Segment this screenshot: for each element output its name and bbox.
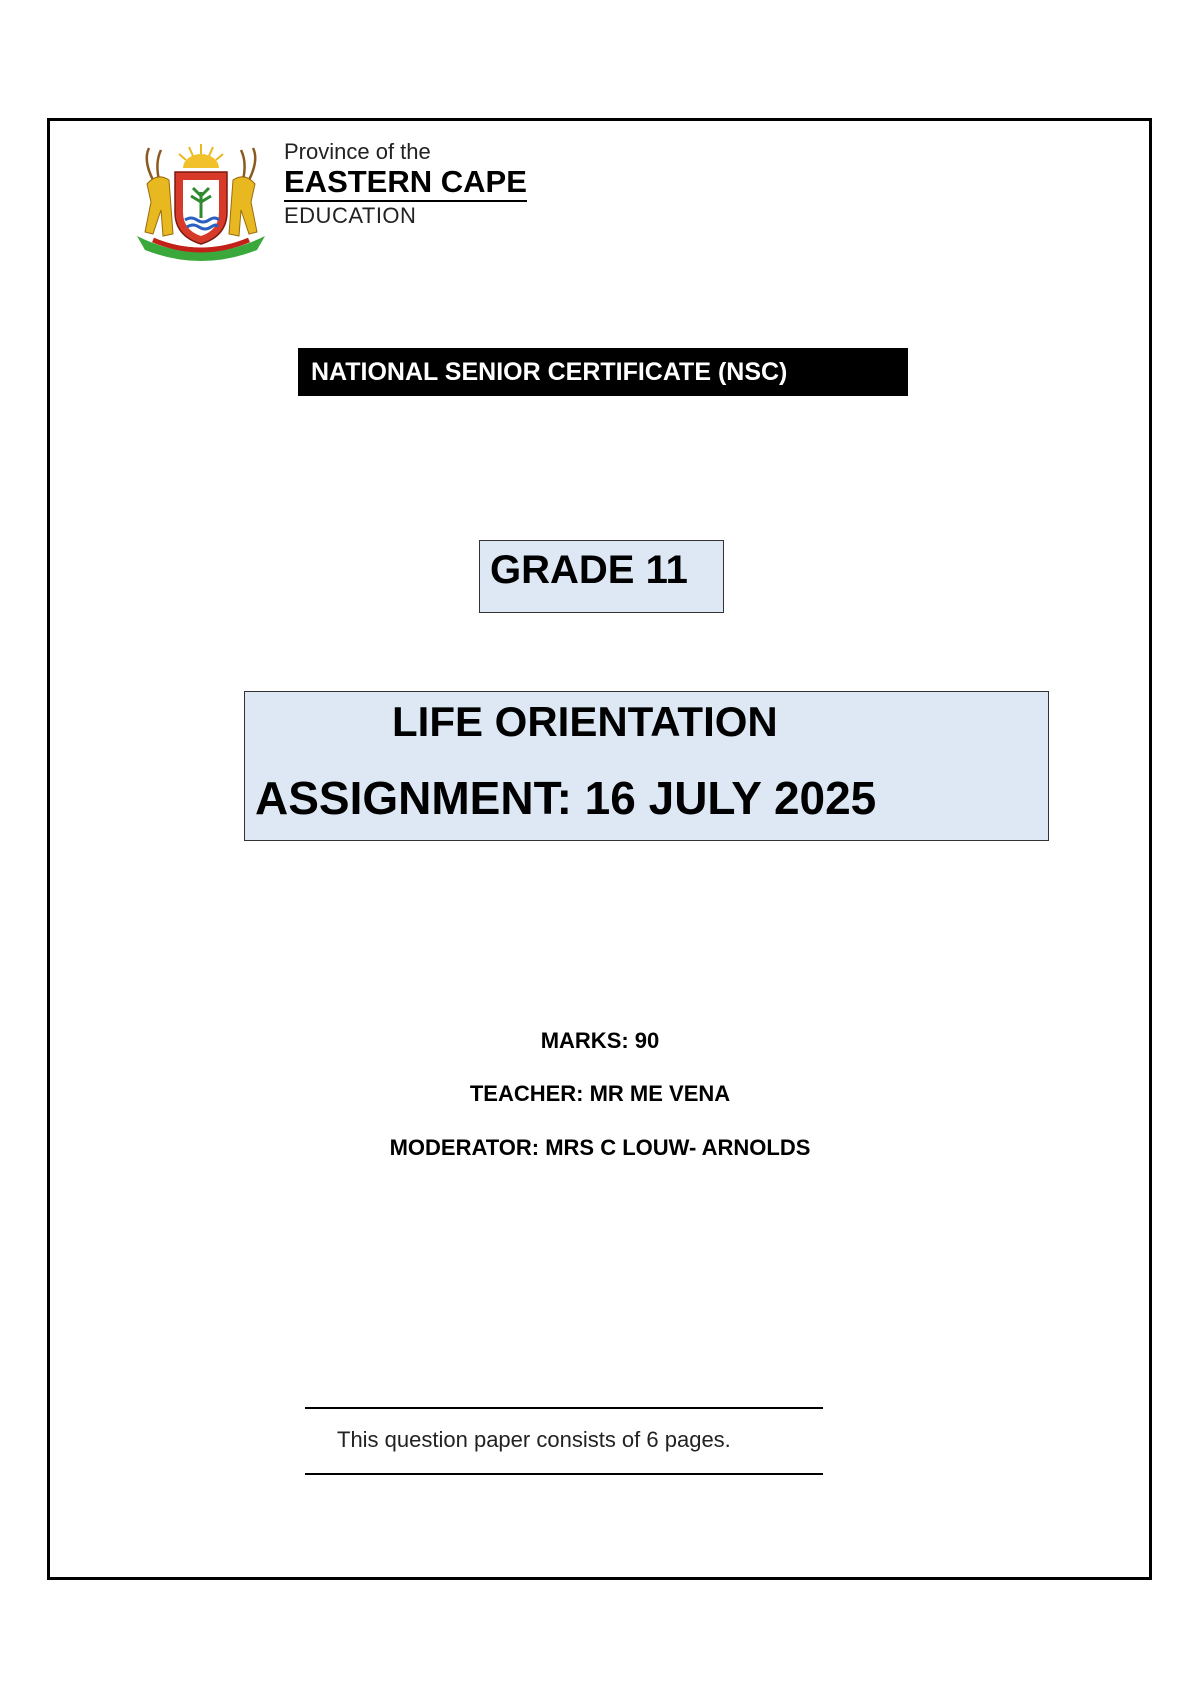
page-count-note: This question paper consists of 6 pages. — [337, 1427, 731, 1452]
grade-label: GRADE 11 — [479, 540, 724, 613]
footer-rule-top — [305, 1407, 823, 1409]
province-prefix: Province of the — [284, 139, 431, 164]
page-border — [47, 118, 1152, 1580]
department-heading — [284, 138, 527, 229]
department-name: EDUCATION — [284, 203, 417, 228]
eastern-cape-coat-of-arms-logo — [133, 140, 269, 262]
nsc-banner: NATIONAL SENIOR CERTIFICATE (NSC) — [298, 348, 908, 396]
province-name: EASTERN CAPE — [284, 165, 527, 202]
teacher-line: TEACHER: MR ME VENA — [469, 1081, 731, 1106]
footer-rule-bottom — [305, 1473, 823, 1475]
marks-line: MARKS: 90 — [540, 1028, 660, 1053]
subject-title: LIFE ORIENTATION — [392, 698, 778, 745]
assignment-date-title: ASSIGNMENT: 16 JULY 2025 — [255, 772, 877, 824]
subject-box — [244, 691, 1049, 841]
moderator-line: MODERATOR: MRS C LOUW- ARNOLDS — [389, 1135, 811, 1160]
